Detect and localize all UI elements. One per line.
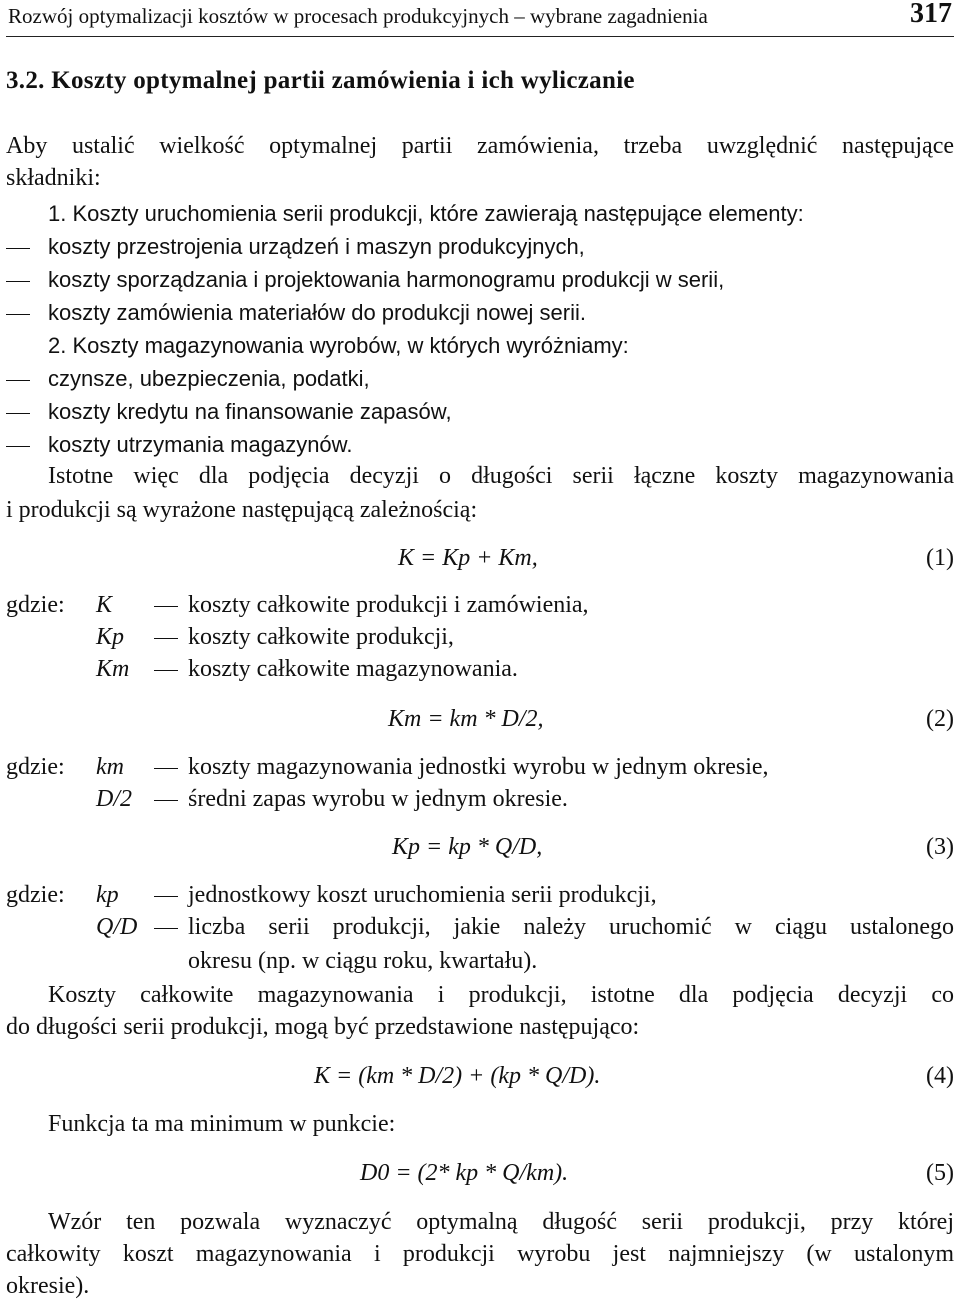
section-heading: 3.2. Koszty optymalnej partii zamówienia i ich wyliczanie: [6, 67, 635, 94]
bullet-dash: [6, 298, 30, 328]
equation-4: K = (km * D/2) + (kp * Q/D).: [314, 1063, 601, 1089]
page-number: 317: [910, 0, 952, 29]
paragraph-1-line-1: Istotne więc dla podjęcia decyzji o długości serii łączne koszty magazynowania: [48, 463, 954, 489]
running-header: [6, 0, 954, 37]
list-item-2: 2. Koszty magazynowania wyrobów, w których wyróżniamy:: [48, 333, 629, 358]
def-dash: [154, 654, 178, 684]
symbol-kp: kp: [96, 882, 119, 908]
equation-5: D0 = (2* kp * Q/km).: [360, 1160, 569, 1186]
equation-2: Km = km * D/2,: [388, 706, 544, 732]
definition-kp: jednostkowy koszt uruchomienia serii produkcji,: [188, 882, 657, 908]
list-item-1-bullet-2: koszty sporządzania i projektowania harmonogramu produkcji w serii,: [48, 267, 725, 292]
paragraph-1-line-2: i produkcji są wyrażone następującą zależnością:: [6, 497, 478, 523]
definition-km: koszty magazynowania jednostki wyrobu w jednym okresie,: [188, 754, 769, 780]
list-item-2-bullet-2: koszty kredytu na finansowanie zapasów,: [48, 399, 452, 424]
intro-line-2: składniki:: [6, 165, 101, 191]
def-dash: [154, 880, 178, 910]
def-dash: [154, 752, 178, 782]
symbol-Km: Km: [96, 656, 130, 682]
list-item-1-bullet-1: koszty przestrojenia urządzeń i maszyn produkcyjnych,: [48, 234, 585, 259]
definition-Q-over-D-cont: okresu (np. w ciągu roku, kwartału).: [188, 948, 538, 974]
list-item-2-bullet-3: koszty utrzymania magazynów.: [48, 432, 353, 457]
symbol-K: K: [96, 592, 113, 618]
where-label: gdzie:: [6, 754, 65, 780]
symbol-Q-over-D: Q/D: [96, 914, 138, 940]
paragraph-4-line-2: całkowity koszt magazynowania i produkcji wyrobu jest najmniejszy (w ustalonym: [6, 1241, 954, 1267]
intro-line-1: Aby ustalić wielkość optymalnej partii zamówienia, trzeba uwzględnić następujące: [6, 133, 954, 159]
paragraph-4-line-3: okresie).: [6, 1273, 90, 1299]
paragraph-2-line-1: Koszty całkowite magazynowania i produkcji, istotne dla podjęcia decyzji co: [48, 982, 954, 1008]
list-item-2-bullet-1: czynsze, ubezpieczenia, podatki,: [48, 366, 370, 391]
def-dash: [154, 912, 178, 942]
running-title: Rozwój optymalizacji kosztów w procesach produkcyjnych – wybrane zagadnienia: [8, 4, 708, 28]
where-label: gdzie:: [6, 592, 65, 618]
definition-Q-over-D: liczba serii produkcji, jakie należy uruchomić w ciągu ustalonego: [188, 914, 954, 940]
symbol-Kp: Kp: [96, 624, 125, 650]
equation-5-number: (5): [926, 1160, 954, 1186]
symbol-km: km: [96, 754, 124, 780]
bullet-dash: [6, 430, 30, 460]
symbol-D-half: D/2: [96, 786, 132, 812]
def-dash: [154, 622, 178, 652]
equation-4-number: (4): [926, 1063, 954, 1089]
definition-Kp: koszty całkowite produkcji,: [188, 624, 454, 650]
bullet-dash: [6, 397, 30, 427]
list-item-1: 1. Koszty uruchomienia serii produkcji, które zawierają następujące elementy:: [48, 201, 804, 226]
definition-D-half: średni zapas wyrobu w jednym okresie.: [188, 786, 568, 812]
paragraph-4-line-1: Wzór ten pozwala wyznaczyć optymalną długość serii produkcji, przy której: [48, 1209, 954, 1235]
bullet-dash: [6, 364, 30, 394]
paragraph-2-line-2: do długości serii produkcji, mogą być przedstawione następująco:: [6, 1014, 640, 1040]
bullet-dash: [6, 265, 30, 295]
def-dash: [154, 590, 178, 620]
equation-2-number: (2): [926, 706, 954, 732]
list-item-1-bullet-3: koszty zamówienia materiałów do produkcji nowej serii.: [48, 300, 587, 325]
equation-3-number: (3): [926, 834, 954, 860]
where-label: gdzie:: [6, 882, 65, 908]
equation-3: Kp = kp * Q/D,: [392, 834, 543, 860]
definition-Km: koszty całkowite magazynowania.: [188, 656, 518, 682]
definition-K: koszty całkowite produkcji i zamówienia,: [188, 592, 589, 618]
paragraph-3: Funkcja ta ma minimum w punkcie:: [48, 1111, 396, 1137]
equation-1-number: (1): [926, 545, 954, 571]
bullet-dash: [6, 232, 30, 262]
equation-1: K = Kp + Km,: [398, 545, 538, 571]
def-dash: [154, 784, 178, 814]
